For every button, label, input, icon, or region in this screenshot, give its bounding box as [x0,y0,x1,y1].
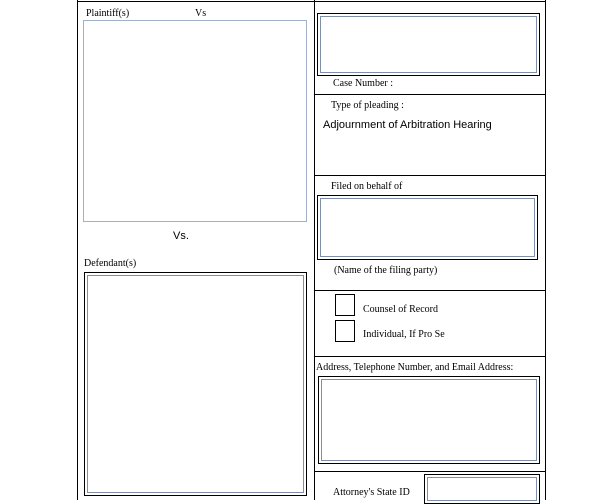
section-divider-4 [314,356,546,357]
counsel-of-record-checkbox[interactable] [335,294,355,316]
case-number-label: Case Number : [333,78,393,89]
section-divider-2 [314,175,546,176]
counsel-of-record-label: Counsel of Record [363,304,438,315]
defendant-label: Defendant(s) [84,258,137,269]
plaintiff-field[interactable] [83,20,307,222]
vs-middle-label: Vs. [173,230,189,242]
section-divider-5 [314,471,546,472]
center-divider [314,0,315,500]
type-of-pleading-label: Type of pleading : [331,100,404,111]
right-border [545,0,546,500]
section-divider-3 [314,290,546,291]
defendant-field[interactable] [84,272,307,496]
filed-on-behalf-field[interactable] [317,195,538,260]
type-of-pleading-value[interactable]: Adjournment of Arbitration Hearing [323,119,492,131]
address-field[interactable] [318,376,540,464]
top-border [77,1,546,2]
filed-on-behalf-label: Filed on behalf of [331,181,403,192]
vs-top-label: Vs [195,8,207,19]
case-number-field[interactable] [317,13,540,76]
pro-se-label: Individual, If Pro Se [363,329,445,340]
pro-se-checkbox[interactable] [335,320,355,342]
left-border [77,0,78,500]
plaintiff-label: Plaintiff(s) [86,8,130,19]
section-divider-1 [314,94,546,95]
state-id-label: Attorney's State ID [333,487,410,498]
address-label: Address, Telephone Number, and Email Address: [316,362,514,373]
filing-party-label: (Name of the filing party) [334,265,438,276]
